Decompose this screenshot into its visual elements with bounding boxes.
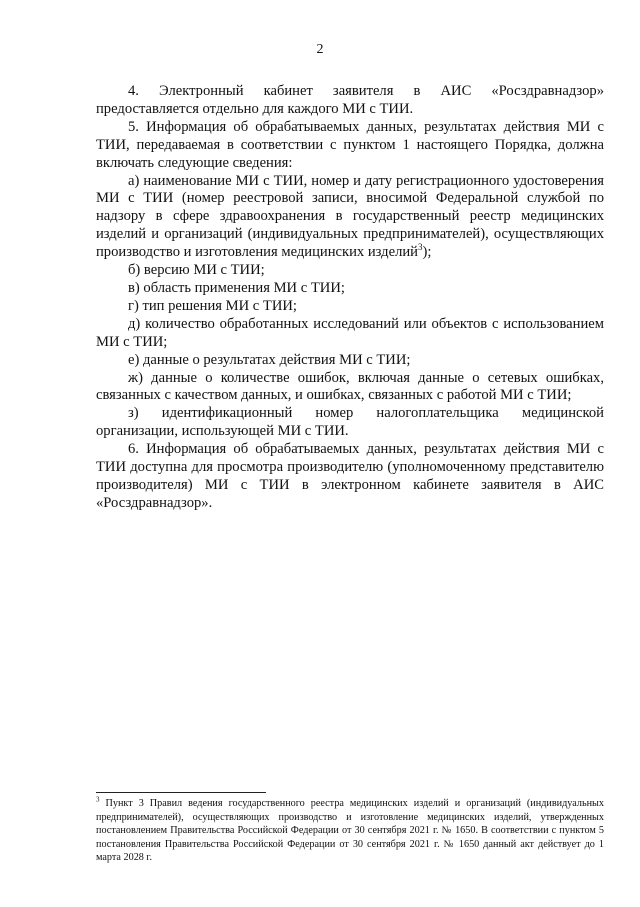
- list-item-z: з) идентификационный номер налогоплательщика медицинской организации, использующей МИ с ТИИ.: [96, 405, 604, 440]
- list-item-g: г) тип решения МИ с ТИИ;: [128, 297, 297, 314]
- list-item-e: е) данные о результатах действия МИ с ТИИ;: [128, 351, 411, 368]
- footnote-mark: 3: [96, 795, 100, 804]
- list-item-a: [96, 173, 604, 263]
- footnote: [96, 797, 604, 865]
- list-item-a-text: а) наименование МИ с ТИИ, номер и дату регистрационного удостоверения МИ с ТИИ (номер реестровой записи, вносимой Федеральной службой по надзору в сфере здравоохранения в государственный реестр медицинских изделий и организаций (индивидуальных предпринимателей), осуществляющих производство и изготовления медицинских изделий: [96, 172, 604, 261]
- list-item-b: б) версию МИ с ТИИ;: [128, 262, 265, 279]
- footnote-text: Пункт 3 Правил ведения государственного реестра медицинских изделий и организаций (индивидуальных предпринимателей), осуществляющих производство и изготовление медицинских изделий, утвержденных постановлением Правительства Российской Федерации от 30 сентября 2021 г. № 1650. В соответствии с пунктом 5 постановления Правительства Российской Федерации от 30 сентября 2021 г. № 1650 данный акт действует до 1 марта 2028 г.: [96, 798, 604, 864]
- list-item-a-end: );: [422, 244, 432, 261]
- page-number: 2: [316, 42, 324, 57]
- paragraph-6: 6. Информация об обрабатываемых данных, результатах действия МИ с ТИИ доступна для просмотра производителю (уполномоченному представителю производителя) МИ с ТИИ в электронном кабинете заявителя в АИС «Росздравнадзор».: [96, 441, 604, 511]
- footnote-reference: 3: [417, 242, 423, 253]
- paragraph-4: 4. Электронный кабинет заявителя в АИС «Росздравнадзор» предоставляется отдельно для каждого МИ с ТИИ.: [96, 83, 604, 117]
- paragraph-5: 5. Информация об обрабатываемых данных, результатах действия МИ с ТИИ, передаваемая в соответствии с пунктом 1 настоящего Порядка, должна включать следующие сведения:: [96, 118, 604, 171]
- list-item-v: в) область применения МИ с ТИИ;: [128, 279, 345, 296]
- footnote-divider: [96, 792, 266, 793]
- list-item-zh: ж) данные о количестве ошибок, включая данные о сетевых ошибках, связанных с качеством данных, и ошибках, связанных с работой МИ с ТИИ;: [96, 369, 604, 404]
- document-body: [96, 83, 604, 513]
- list-item-d: д) количество обработанных исследований или объектов с использованием МИ с ТИИ;: [96, 315, 604, 350]
